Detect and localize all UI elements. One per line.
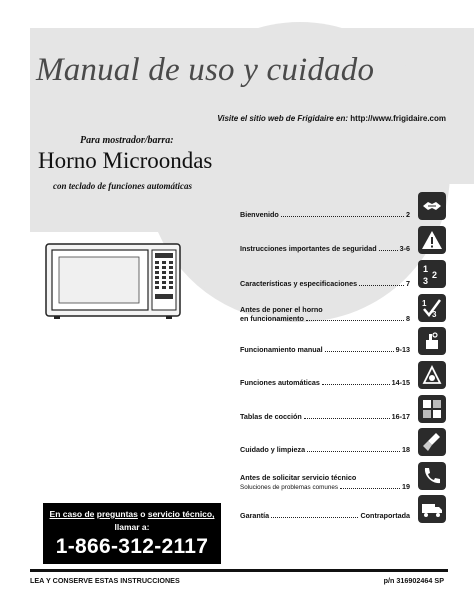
toc-item-funcionamiento[interactable]: Funcionamiento manual 9-13 <box>240 345 410 354</box>
microwave-illustration <box>44 242 184 322</box>
svg-text:2: 2 <box>432 270 438 280</box>
footer-instructions: LEA Y CONSERVE ESTAS INSTRUCCIONES <box>30 576 180 585</box>
toc-item-antes-poner[interactable]: Antes de poner el horno en funcionamiento 8 <box>240 305 410 323</box>
product-name: Horno Microondas <box>38 148 213 173</box>
telephone-icon <box>418 462 446 490</box>
charts-icon <box>418 395 446 423</box>
website-url[interactable]: http://www.frigidaire.com <box>350 114 446 123</box>
toc-item-garantia[interactable]: Garantía Contraportada <box>240 511 410 520</box>
checklist-icon <box>418 294 446 322</box>
hand-pointing-icon <box>418 327 446 355</box>
product-subtitle: con teclado de funciones automáticas <box>53 181 192 191</box>
toc-item-servicio[interactable]: Antes de solicitar servicio técnico Soluciones de problemas comunes 19 <box>240 473 410 491</box>
toc-item-seguridad[interactable]: Instrucciones importantes de seguridad 3-6 <box>240 244 410 253</box>
handshake-icon <box>418 192 446 220</box>
website-line <box>217 114 446 123</box>
footer-rule <box>30 569 448 572</box>
warning-icon <box>418 226 446 254</box>
toc-item-cuidado[interactable]: Cuidado y limpieza 18 <box>240 445 410 454</box>
toc-item-tablas[interactable]: Tablas de cocción 16-17 <box>240 412 410 421</box>
auto-touch-icon <box>418 361 446 389</box>
footer-part-number: p/n 316902464 SP <box>383 576 444 585</box>
page-title: Manual de uso y cuidado <box>36 52 375 88</box>
svg-text:3: 3 <box>432 310 437 319</box>
svg-text:3: 3 <box>423 276 429 286</box>
truck-icon <box>418 495 446 523</box>
numbered-steps-icon <box>418 260 446 288</box>
svg-text:1: 1 <box>422 299 427 308</box>
svg-text:1: 1 <box>423 264 429 274</box>
contact-phone[interactable]: 1-866-312-2117 <box>55 535 209 558</box>
contact-box <box>43 503 221 564</box>
toc-item-caracteristicas[interactable]: Características y especificaciones 7 <box>240 279 410 288</box>
contact-question: En caso de preguntas o servicio técnico, <box>49 509 215 519</box>
website-label: Visite el sitio web de Frigidaire en: <box>217 114 349 123</box>
toc-item-automaticas[interactable]: Funciones automáticas 14-15 <box>240 378 410 387</box>
for-line: Para mostrador/barra: <box>80 135 174 146</box>
cleaning-brush-icon <box>418 428 446 456</box>
contact-call-label: llamar a: <box>114 522 150 532</box>
toc-item-bienvenido[interactable]: Bienvenido 2 <box>240 210 410 219</box>
